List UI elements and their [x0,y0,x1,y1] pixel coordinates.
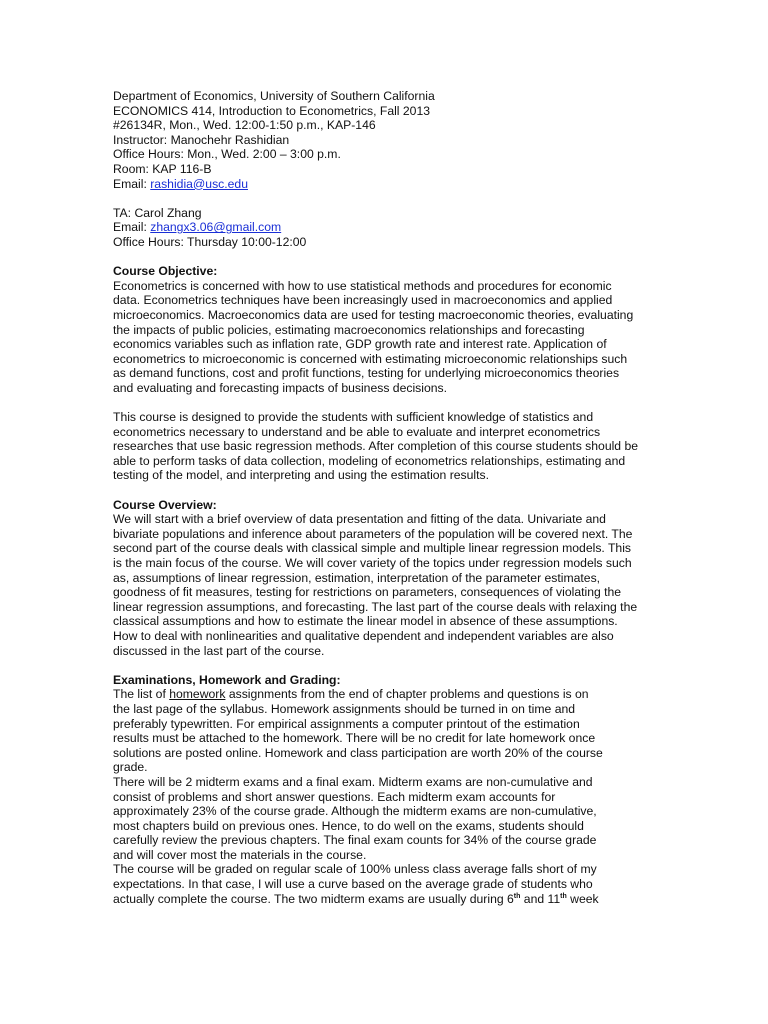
text-run: actually complete the course. The two midterm exams are usually during 6 [113,891,514,906]
grading-section [113,673,708,907]
ta-office-hours-line: Office Hours: Thursday 10:00-12:00 [113,234,307,249]
text-line: approximately 23% of the course grade. Although the midterm exams are non-cumulative, [113,804,597,819]
office-hours-line: Office Hours: Mon., Wed. 2:00 – 3:00 p.m. [113,147,341,162]
ta-email-line [113,220,708,235]
department-line: Department of Economics, University of Southern California [113,89,435,103]
text-line: classical assumptions and how to estimate the linear model in absence of these assumptions. [113,614,618,629]
text-run: The list of [113,687,170,702]
course-overview-heading: Course Overview: [113,497,217,512]
text-line: researches that use basic regression methods. After completion of this course students should be [113,439,639,454]
text-line: microeconomics. Macroeconomics data are used for testing macroeconomic theories, evaluating [113,307,634,322]
text-line: preferably typewritten. For empirical assignments a computer printout of the estimation [113,716,580,731]
ta-name-line: TA: Carol Zhang [113,205,202,220]
exams-paragraph [113,775,708,863]
text-line: Econometrics is concerned with how to use statistical methods and procedures for economic [113,278,612,293]
text-line: second part of the course deals with classical simple and multiple linear regression models. This [113,541,631,556]
text-line: the last page of the syllabus. Homework assignments should be turned in on time and [113,701,576,716]
text-line: The course will be graded on regular scale of 100% unless class average falls short of my [113,862,597,877]
section-line: #26134R, Mon., Wed. 12:00-1:50 p.m., KAP-146 [113,118,376,133]
text-line: as demand functions, cost and profit functions, testing for underlying microeconomics theories [113,366,620,381]
homework-paragraph [113,687,708,775]
course-overview-section [113,498,708,659]
text-line: economics variables such as inflation rate, GDP growth rate and interest rate. Application of [113,337,607,352]
text-line: expectations. In that case, I will use a curve based on the average grade of students who [113,877,593,892]
text-line: We will start with a brief overview of data presentation and fitting of the data. Univariate and [113,512,606,527]
course-header [113,89,708,191]
text-line: carefully review the previous chapters. The final exam counts for 34% of the course grade [113,833,597,848]
objective-paragraph-2 [113,410,708,483]
text-line: the impacts of public policies, estimating macroeconomics relationships and forecasting [113,322,585,337]
text-line: consist of problems and short answer questions. Each midterm exam accounts for [113,789,556,804]
ta-block [113,206,708,250]
instructor-email-line [113,177,708,192]
course-objective-heading: Course Objective: [113,264,218,279]
course-title-line: ECONOMICS 414, Introduction to Econometrics, Fall 2013 [113,103,431,118]
text-line: solutions are posted online. Homework and class participation are worth 20% of the course [113,745,603,760]
ta-email-label: Email: [113,220,151,235]
text-run: and 11 [520,891,561,906]
text-line: is the main focus of the course. We will cover variety of the topics under regression models such [113,556,632,570]
text-line: How to deal with nonlinearities and qualitative dependent and independent variables are also [113,628,614,643]
text-line: goodness of fit measures, testing for restrictions on parameters, consequences of violating the [113,585,622,600]
text-line: able to perform tasks of data collection, modeling of econometrics relationships, estimating and [113,453,626,468]
text-line: This course is designed to provide the students with sufficient knowledge of statistics and [113,410,594,425]
superscript-th: th [513,892,521,900]
room-line: Room: KAP 116-B [113,161,212,176]
overview-paragraph [113,512,708,658]
text-line: bivariate populations and inference about parameters of the population will be covered next. The [113,526,633,541]
email-label: Email: [113,176,151,191]
text-line: most chapters build on previous ones. Hence, to do well on the exams, students should [113,818,584,833]
ta-email-link[interactable]: zhangx3.06@gmail.com [150,220,282,235]
instructor-email-link[interactable]: rashidia@usc.edu [150,176,248,191]
objective-paragraph-1 [113,279,708,396]
text-line: grade. [113,760,148,775]
text-line: linear regression assumptions, and forecasting. The last part of the course deals with relaxing the [113,599,638,614]
text-line: and will cover most the materials in the course. [113,847,367,862]
text-line: econometrics to microeconomic is concerned with estimating microeconomic relationships such [113,351,628,366]
homework-underlined-word: homework [169,687,226,702]
text-line: results must be attached to the homework. There will be no credit for late homework once [113,731,596,746]
grading-scale-paragraph [113,862,708,906]
text-line: testing of the model, and interpreting and using the estimation results. [113,468,490,483]
instructor-line: Instructor: Manochehr Rashidian [113,132,290,147]
text-line: and evaluating and forecasting impacts of business decisions. [113,380,448,395]
text-line: econometrics necessary to understand and be able to evaluate and interpret econometrics [113,424,601,439]
superscript-th: th [560,892,567,900]
text-line: as, assumptions of linear regression, estimation, interpretation of the parameter estimates, [113,570,601,585]
text-line: There will be 2 midterm exams and a final exam. Midterm exams are non-cumulative and [113,774,593,789]
text-run: assignments from the end of chapter problems and questions is on [225,687,589,702]
text-line [113,892,708,907]
text-run: week [566,891,599,906]
course-objective-section [113,264,708,483]
text-line: data. Econometrics techniques have been increasingly used in macroeconomics and applied [113,293,613,308]
text-line: discussed in the last part of the course. [113,643,325,658]
grading-heading: Examinations, Homework and Grading: [113,672,341,687]
text-line [113,687,708,702]
